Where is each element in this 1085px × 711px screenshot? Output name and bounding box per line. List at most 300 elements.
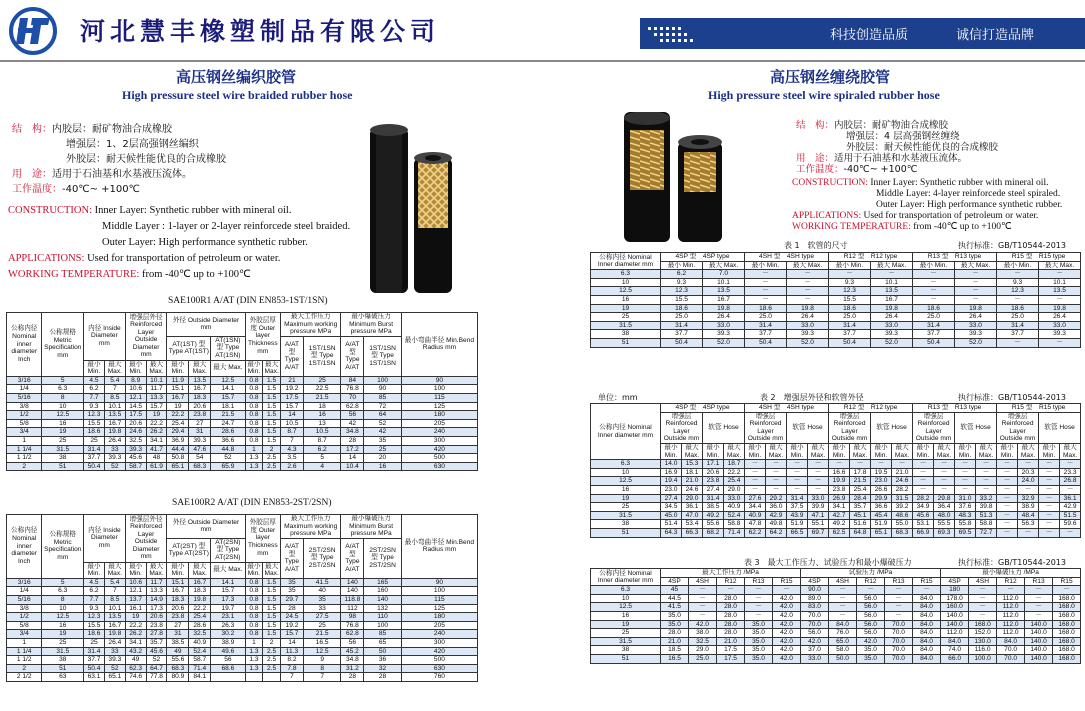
table-cell: 3/16 [7,578,42,587]
table-cell: 10.1 [104,604,125,613]
table-cell: 23.0 [871,477,892,486]
table-cell: 36.6 [871,503,892,512]
table-cell: － [1060,528,1081,537]
table-cell: 49 [167,647,189,656]
table-cell: 4.3 [281,445,304,454]
table-cell: 8.7 [303,436,341,445]
table-cell: 42.0 [773,594,801,603]
table-cell: 300 [401,638,477,647]
table-cell: 35.0 [745,646,773,655]
table-cell: 55.6 [703,520,724,529]
table-cell: 0.8 [245,595,263,604]
table-cell: 84.0 [913,594,941,603]
table-cell: 2.5 [263,454,281,463]
table-cell: 1.3 [245,656,263,665]
table-cell: 500 [401,454,477,463]
right-table1-standard: 执行标准：GB/T10544-2013 [958,241,1066,250]
table-cell: 38.0 [689,629,717,638]
table-cell: － [745,477,766,486]
table-cell: 14.1 [211,578,245,587]
th-min: 最小 Min. [871,443,892,459]
table-cell: 1 1/2 [7,656,42,665]
left-en-outer: Outer Layer: High performance synthetic rubber. [102,237,308,248]
table-cell: 1 [245,638,263,647]
table-cell: 15.7 [281,630,304,639]
table-cell: 33.2 [976,494,997,503]
table-cell: 0.8 [245,621,263,630]
table-cell: 27.5 [303,613,341,622]
th-type: R13 [885,577,913,586]
table-cell: 18.6 [745,304,787,313]
table-cell: 36.4 [934,503,955,512]
table-cell: 100 [401,385,477,394]
right-construction-label: CONSTRUCTION: [792,178,869,188]
th-min: 最小 Min. [787,443,808,459]
table-cell: 112.0 [941,629,969,638]
table-cell: 12.3 [829,287,871,296]
table-cell: 26.4 [871,313,913,322]
table-cell: － [1039,460,1060,469]
th-reinforced: 增强层 Reinforced Layer Outside mm [661,412,703,443]
table-cell: 10.6 [125,385,146,394]
table-cell: 35.0 [745,654,773,663]
table-cell: 15.7 [146,402,167,411]
table-cell: 1.5 [263,630,281,639]
th-burst-type-a-at: A/AT 型 Type A/AT [341,538,364,578]
table-cell: 85 [364,393,402,402]
reinforced-hose-od-table [590,403,1081,538]
th-type-a-at: A/AT 型 Type A/AT [281,336,304,376]
table-cell: 240 [401,428,477,437]
th-burst-pressure: 最小爆破压力 Minimum Burst pressure MPa [341,313,401,337]
table-cell: 26.9 [829,494,850,503]
table-row [7,385,478,394]
table-cell: 21.5 [303,393,341,402]
table-cell: 18.3 [167,595,189,604]
table-cell: 140.0 [1025,654,1053,663]
table-cell: 140.0 [1025,646,1053,655]
table-cell: 28 [364,673,402,682]
table-cell: 6.2 [84,385,105,394]
table-cell: － [787,295,829,304]
table-cell: － [913,468,934,477]
table-cell: 1 1/4 [7,647,42,656]
table-cell: 38 [42,656,84,665]
table-cell: 1/2 [7,613,42,622]
table-cell: 1.5 [263,411,281,420]
table-cell: 89.0 [801,594,829,603]
table-cell: － [1039,511,1060,520]
left-app-label: APPLICATIONS: [8,253,85,264]
th-type: R13 [745,577,773,586]
table-row [7,638,478,647]
table-row [7,428,478,437]
table-cell: 20.6 [146,613,167,622]
right-cn-outer: 外胶层：耐天候性能优良的合成橡胶 [846,142,999,153]
table-cell: 25 [364,445,402,454]
table-cell: 69.3 [934,528,955,537]
table-cell: 66.9 [913,528,934,537]
table-cell: 19 [42,630,84,639]
table-cell: 15.7 [211,587,245,596]
table-row [7,630,478,639]
table-cell: 9 [303,656,341,665]
table-cell: － [745,485,766,494]
page-header [0,0,1085,62]
table-cell: 51.4 [661,520,682,529]
table-cell: 65 [364,638,402,647]
table-cell: 13.5 [871,287,913,296]
table-cell: － [955,477,976,486]
table-cell: 32.5 [189,630,211,639]
th-reinforced: 增强层外径 Reinforced Layer Outside Diameter mm [125,515,167,563]
th-min: 最小 Min. [829,261,871,270]
table-cell: 6.2 [661,270,703,279]
table-cell: 44.8 [211,445,245,454]
table-cell: 49.6 [211,647,245,656]
right-app-label: APPLICATIONS: [792,211,862,221]
table-cell: 3/4 [7,630,42,639]
table-cell: 80.9 [167,673,189,682]
table-cell: 35 [303,595,341,604]
table-row [591,494,1081,503]
table-cell: 19.5 [871,468,892,477]
table-cell: 62.3 [125,664,146,673]
table-row [591,503,1081,512]
right-structure-label: 结 构： [796,120,835,131]
table-cell: 19.8 [871,304,913,313]
table-cell: － [976,477,997,486]
table-cell: 34.1 [829,503,850,512]
slogan-bar [640,18,1085,49]
table-cell: 51.5 [1060,511,1081,520]
table-cell: 51 [42,462,84,471]
table-cell: － [829,594,857,603]
table-cell: 3.5 [281,454,304,463]
table-cell: 420 [401,647,477,656]
table-cell: 42.0 [773,629,801,638]
table-cell: 70.0 [997,654,1025,663]
table-cell: 37.7 [745,330,787,339]
th-max: 最大 Max. [850,443,871,459]
table-cell: － [689,611,717,620]
table-cell: 45.4 [871,511,892,520]
table-cell: 15.1 [167,578,189,587]
table-cell: － [934,468,955,477]
th-r13: R13 型 R13 type [913,404,997,413]
th-nominal: 公称内径 Nominal Inner diameter mm [591,253,661,270]
table-cell: 39.2 [892,503,913,512]
table-cell: 118.8 [341,595,364,604]
table-cell: 16.7 [104,419,125,428]
th-type: 4SP [941,577,969,586]
table-cell: 35 [364,436,402,445]
th-min: 最小 Min. [167,562,189,578]
th-reinforced: 增强层 Reinforced Layer Outside mm [997,412,1039,443]
table-cell: 84.0 [997,637,1025,646]
table-cell: 1/2 [7,411,42,420]
th-type: 4SH [829,577,857,586]
table-cell: 26.4 [703,313,745,322]
table-cell: － [976,468,997,477]
th-max: 最大 Max. [211,360,245,376]
th-type-1st-1sn: 1ST/1SN 型 Type 1ST/1SN [303,336,341,376]
table-cell: － [745,460,766,469]
table-cell: 37.7 [661,330,703,339]
table-cell: － [808,468,829,477]
table-cell: 23.8 [703,477,724,486]
header-divider [0,60,1085,62]
table-cell: 19 [125,613,146,622]
table-cell: 64.2 [766,528,787,537]
th-bend-radius: 最小弯曲半径 Min.Bend Radius mm [401,515,477,579]
table-cell: 24.6 [892,477,913,486]
table-cell: 43.9 [787,511,808,520]
table-cell: － [808,477,829,486]
th-burst-type-1st: 1ST/1SN 型 Type 1ST/1SN [364,336,402,376]
table-cell: 65.9 [211,462,245,471]
table-row [591,477,1081,486]
th-max: 最大 Max. [104,562,125,578]
th-burst-pressure: 最小爆破压力 Minimum Burst pressure MPa [341,515,401,539]
table-cell: 0.8 [245,428,263,437]
table-cell: 0.8 [245,385,263,394]
table-cell: 31.5 [42,445,84,454]
table-cell: － [717,586,745,595]
table-cell: 15.5 [661,295,703,304]
table-cell: － [745,270,787,279]
table-cell: 130.0 [969,637,997,646]
table-cell: － [969,611,997,620]
table-cell: 37.0 [801,646,829,655]
th-r12: R12 型 R12 type [829,404,913,413]
table-cell: － [745,278,787,287]
table-cell: 0.8 [245,630,263,639]
table-cell: 26.4 [787,313,829,322]
table-cell: 7.8 [281,664,304,673]
table-cell: － [689,586,717,595]
table-cell: 10 [591,278,661,287]
table-cell: 760 [401,673,477,682]
table-cell: 13.5 [104,613,125,622]
table-cell: 56.0 [857,603,885,612]
table-cell: 8.5 [104,595,125,604]
table-cell: 28.4 [850,494,871,503]
table-cell: 39.9 [808,503,829,512]
table-cell: 63 [42,673,84,682]
right-table3-standard: 执行标准：GB/T10544-2013 [958,558,1066,567]
table-cell: 33.0 [955,321,997,330]
table-cell: 18.1 [682,468,703,477]
table-cell: 26.6 [871,485,892,494]
table-cell: 12.1 [125,587,146,596]
table-cell: － [997,494,1018,503]
th-r15: R15 型 R15 type [997,253,1081,262]
table-cell: 52.0 [787,338,829,347]
table-cell: 13.3 [146,587,167,596]
th-outer-thickness: 外胶层厚度 Outer layer Thickness mm [245,515,280,563]
table-cell: － [934,485,955,494]
table-cell: 66.3 [682,528,703,537]
th-outside: 外径 Outside Diameter mm [167,313,245,337]
table-cell: 12.5 [591,603,661,612]
right-cn-description [796,120,1085,175]
table-cell: 18.7 [724,460,745,469]
table-cell: 44.5 [661,594,689,603]
table-cell: 168.0 [1053,654,1081,663]
table-cell: 63.1 [84,673,105,682]
th-type-a-at: A/AT 型 Type A/AT [281,538,304,578]
table-cell: 31.0 [955,494,976,503]
table-cell: 168.0 [969,620,997,629]
table-cell: 35.0 [745,620,773,629]
table-cell: 52 [364,419,402,428]
table-cell: 1 [7,638,42,647]
table-cell: 43.2 [125,647,146,656]
th-max: 最大 Max. [724,443,745,459]
right-cn-inner: 内胶层：耐矿物油合成橡胶 [834,120,949,131]
table-cell: 6.2 [303,445,341,454]
table-cell: 1.5 [263,402,281,411]
th-min: 最小 Min. [125,562,146,578]
table-cell: － [913,287,955,296]
table-cell: 630 [401,664,477,673]
table-cell: 3/16 [7,376,42,385]
table-cell: 27.8 [146,630,167,639]
table-row [591,295,1081,304]
table-cell: 56 [341,411,364,420]
dots-decoration [648,25,698,43]
table-cell: 19 [146,411,167,420]
pressure-table [590,568,1081,664]
table-cell: 27.4 [703,485,724,494]
right-table2-unit: 单位：mm [598,393,638,402]
th-max-working-pressure: 最大工作压力 /MPa [661,569,801,578]
th-bend-radius: 最小弯曲半径 Min.Bend Radius mm [401,313,477,377]
table-cell: 29.8 [934,494,955,503]
table-cell: 5 [42,376,84,385]
table-cell: 7.0 [703,270,745,279]
table-cell: 420 [401,445,477,454]
table-cell: 31.2 [341,664,364,673]
table-cell: － [1018,485,1039,494]
th-min: 最小 Min. [167,360,189,376]
th-min: 最小 Min. [913,261,955,270]
table-cell: － [1018,528,1039,537]
table-cell: 56.0 [857,629,885,638]
table-cell: 10.1 [703,278,745,287]
table-cell: － [976,460,997,469]
table-cell: 39.3 [871,330,913,339]
table-cell: 13.3 [146,393,167,402]
table-cell: 112.0 [997,629,1025,638]
table-cell: 39.8 [976,503,997,512]
table-cell: 55.5 [934,520,955,529]
table-cell: 300 [401,436,477,445]
table-cell: 16 [42,621,84,630]
table-cell: － [913,278,955,287]
th-reinforced: 增强层 Reinforced Layer Outside mm [913,412,955,443]
table-cell: 56.0 [857,620,885,629]
left-use-label: 用 途： [12,169,52,180]
th-max: 最大 Max. [146,562,167,578]
table-cell: 68.2 [703,528,724,537]
right-title-cn: 高压钢丝缠绕胶管 [770,68,891,86]
table-cell: 90 [364,385,402,394]
table-cell: 21.0 [682,477,703,486]
table-cell: 168.0 [1053,646,1081,655]
right-cn-mid: 增强层：4 层高强钢丝缠绕 [846,131,960,142]
table-row [591,528,1081,537]
table-cell: 15.5 [84,621,105,630]
table-cell: 1 [7,436,42,445]
th-max: 最大 Max. [189,562,211,578]
th-max: 最大 Max. [1039,261,1081,270]
table-cell: 58.8 [976,520,997,529]
table-cell: 64.3 [661,528,682,537]
table-cell: 1.5 [263,419,281,428]
table-cell: 100 [364,621,402,630]
table-cell: 2.5 [263,462,281,471]
table-cell: 23.8 [189,411,211,420]
table-cell: － [955,460,976,469]
table-cell: 29.0 [682,494,703,503]
sae100r2-table [6,514,478,682]
th-max: 最大 Max. [1018,443,1039,459]
table-cell: 65.1 [871,528,892,537]
table-cell: 168.0 [1053,620,1081,629]
table-cell: 12.5 [591,287,661,296]
table-cell: 115 [401,595,477,604]
table-cell: 33.0 [1039,321,1081,330]
table-cell: 84.0 [941,637,969,646]
table-cell: 35 [281,578,304,587]
table-row [7,393,478,402]
table-cell: 17.5 [125,411,146,420]
table-cell: 39.3 [703,330,745,339]
table-row [591,611,1081,620]
table-cell: 20.6 [167,604,189,613]
th-min: 最小 Min. [997,443,1018,459]
table-cell: 52 [146,656,167,665]
table-cell: － [689,594,717,603]
table-cell: 33 [104,647,125,656]
left-en-description [8,203,358,283]
table-cell: 33.0 [801,654,829,663]
table-cell: 24.7 [211,419,245,428]
th-max: 最大 Max. [146,360,167,376]
th-type-at2sn: AT(2SN) 型 Type AT(2SN) [211,538,245,562]
table-cell: 25.0 [997,313,1039,322]
table-cell: 45.1 [850,511,871,520]
table-cell: 11.9 [167,376,189,385]
table-cell: 16.7 [189,385,211,394]
table-row [7,656,478,665]
table-cell: 26.4 [104,436,125,445]
th-min: 最小 Min. [245,562,263,578]
table-cell: 84.1 [189,673,211,682]
table-cell: － [857,586,885,595]
right-en-temp: from -40℃ up to +100℃ [913,222,1012,232]
table-cell: 1.5 [263,428,281,437]
table-cell: 64.8 [850,528,871,537]
table-cell: 51.3 [976,511,997,520]
table-cell: 39.3 [104,656,125,665]
table-cell: 45.6 [125,454,146,463]
table-cell: 205 [401,621,477,630]
table-cell: 44.4 [167,445,189,454]
table-cell: 84.0 [913,654,941,663]
